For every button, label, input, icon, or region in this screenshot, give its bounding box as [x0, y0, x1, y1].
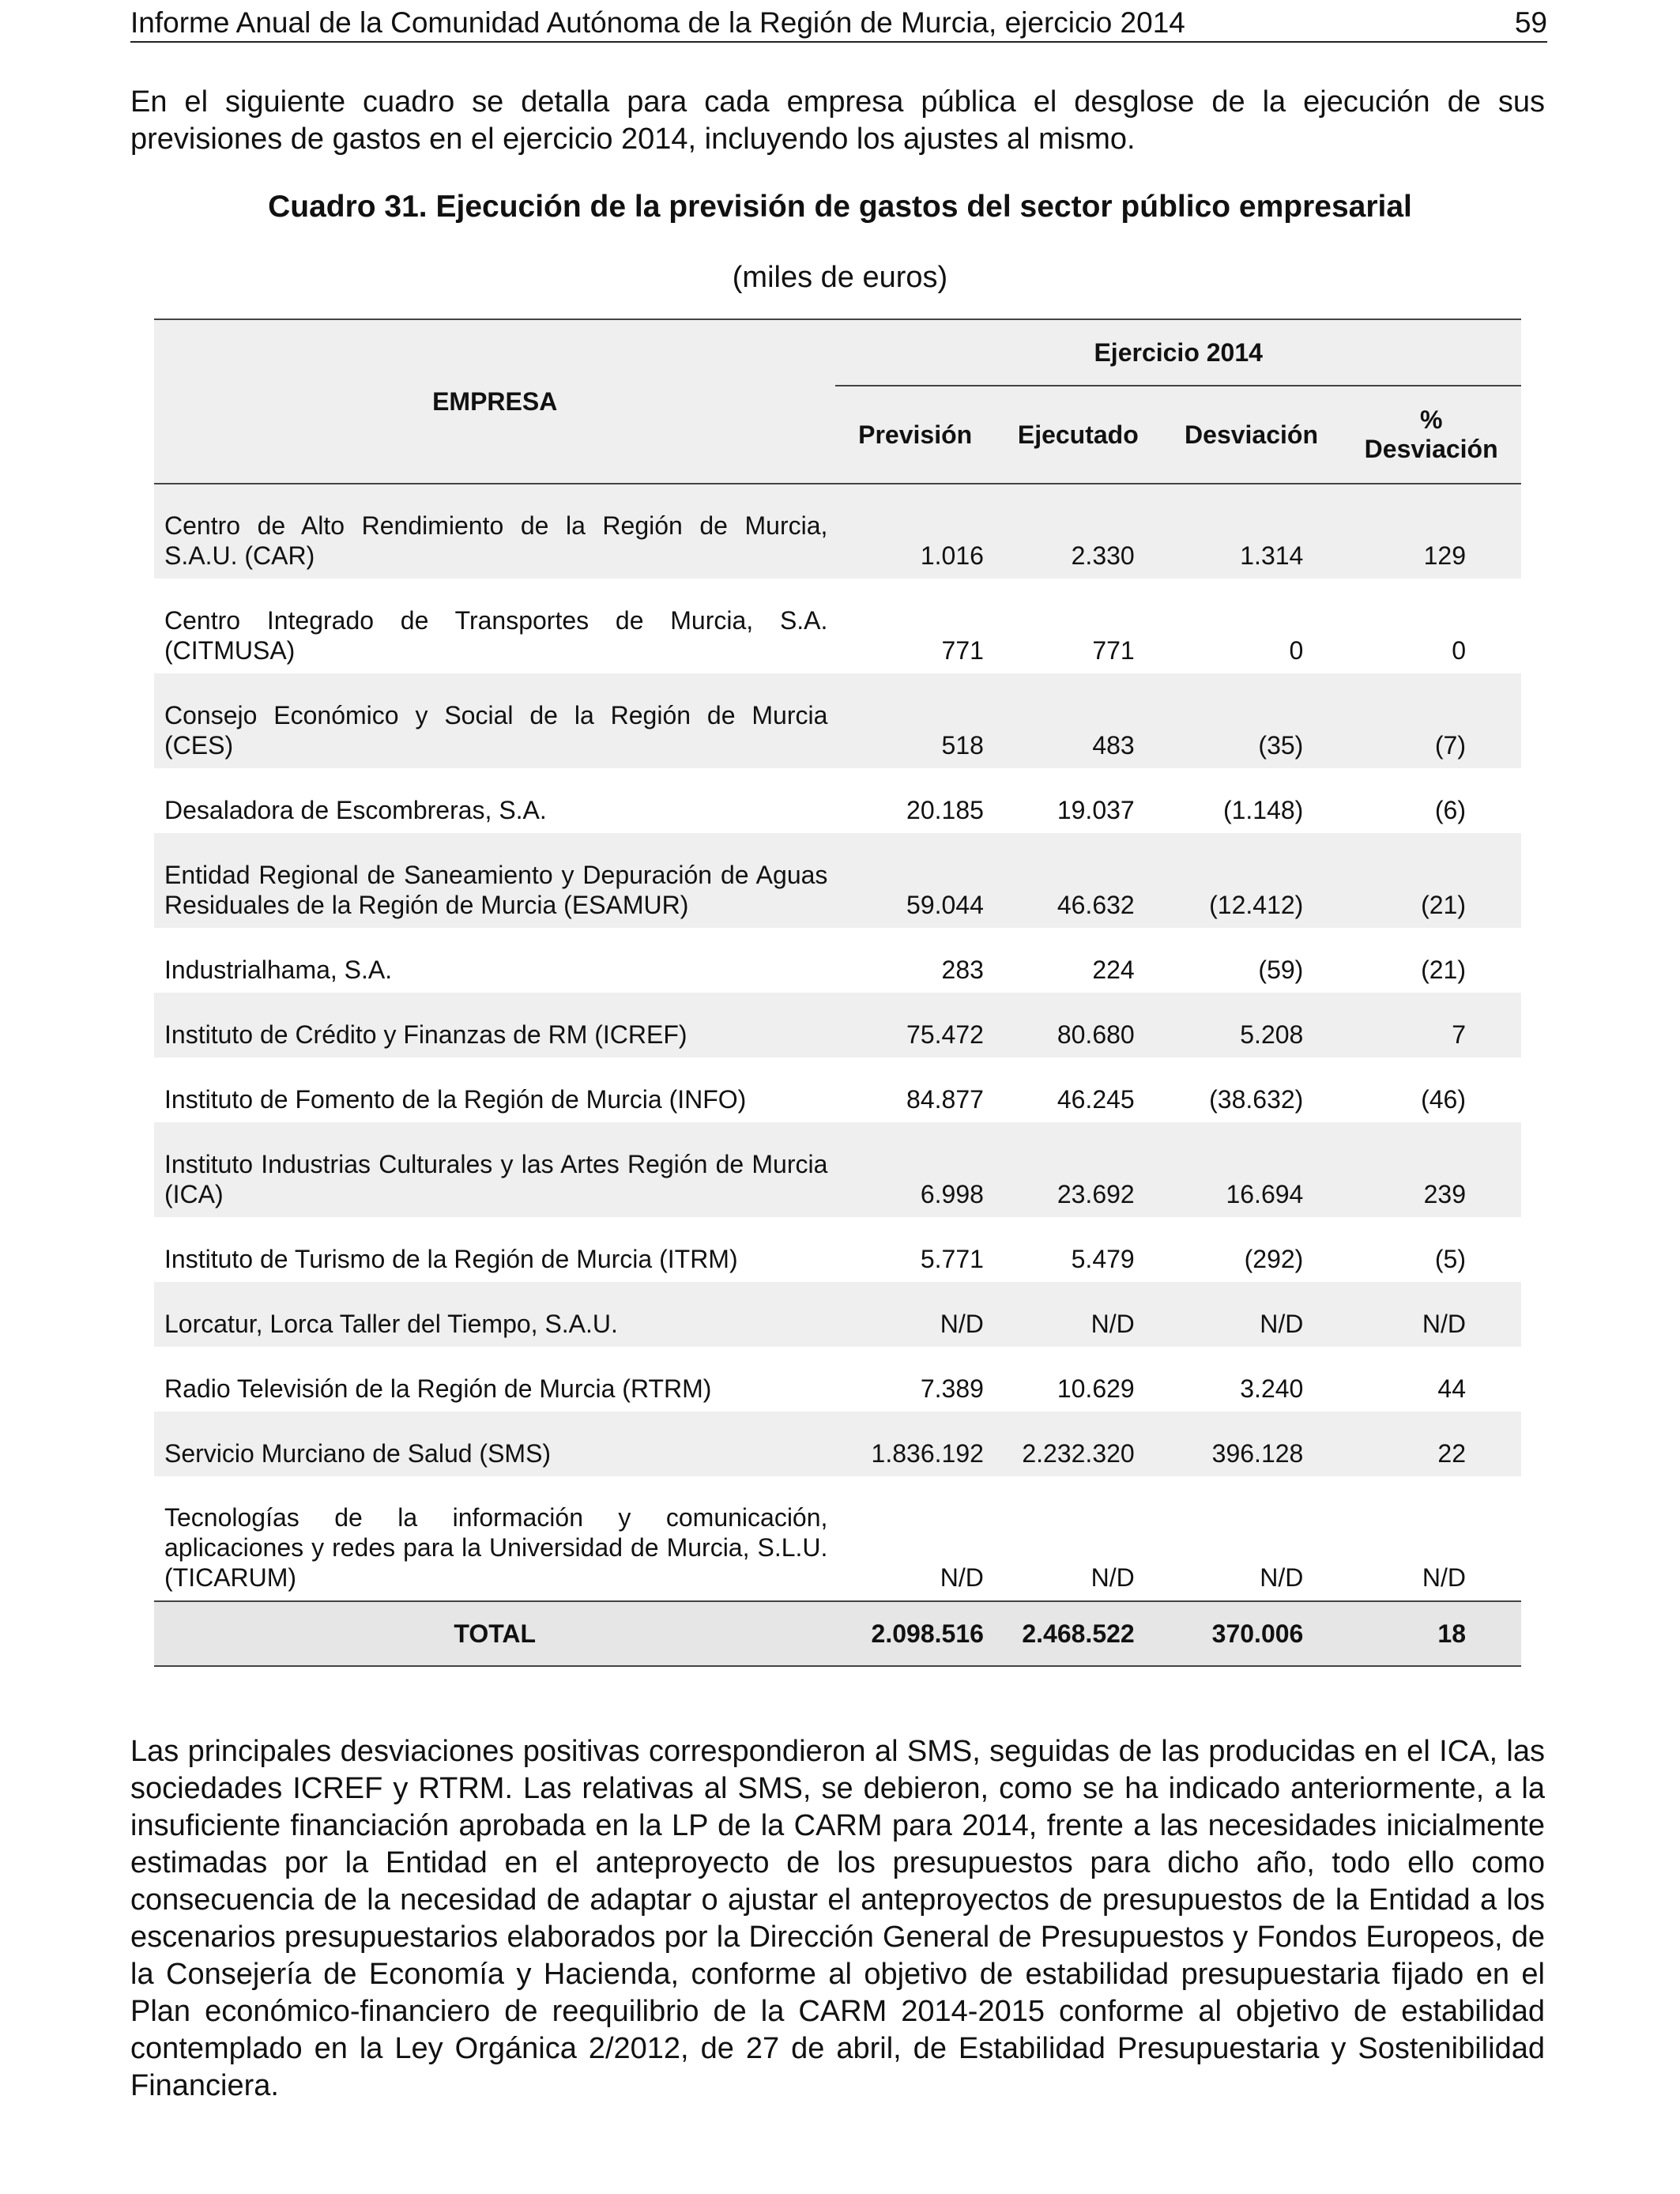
row-ejecutado: N/D [995, 1282, 1162, 1347]
table-row [154, 993, 1521, 1057]
row-desviacion: (292) [1244, 1245, 1304, 1273]
row-pct-desviacion: (46) [1421, 1085, 1466, 1114]
row-pct-desviacion: 22 [1341, 1412, 1521, 1476]
column-header-ejecutado: Ejecutado [995, 386, 1162, 484]
row-prevision: 7.389 [920, 1374, 984, 1403]
row-ejecutado: N/D [1090, 1563, 1135, 1592]
row-ejecutado: 2.232.320 [995, 1412, 1162, 1476]
total-ejecutado: 2.468.522 [995, 1601, 1162, 1666]
row-pct-desviacion: 239 [1341, 1122, 1521, 1217]
row-desviacion: 0 [1289, 636, 1304, 665]
row-pct-desviacion: (5) [1434, 1245, 1466, 1273]
table-title: Cuadro 31. Ejecución de la previsión de gastos del sector público empresarial [268, 190, 1412, 224]
table-body [154, 484, 1521, 1601]
row-prevision: 84.877 [906, 1085, 984, 1114]
row-empresa: Instituto de Fomento de la Región de Murcia (INFO) [164, 1085, 747, 1114]
total-prevision: 2.098.516 [835, 1601, 995, 1666]
row-empresa: Instituto Industrias Culturales y las Artes Región de Murcia (ICA) [154, 1122, 835, 1217]
row-empresa: Desaladora de Escombreras, S.A. [164, 796, 547, 824]
row-ejecutado: 46.245 [1057, 1085, 1135, 1114]
column-group-ejercicio: Ejercicio 2014 [835, 319, 1521, 386]
table-row [154, 484, 1521, 579]
row-prevision: 518 [835, 673, 995, 768]
row-prevision: 5.771 [920, 1245, 984, 1273]
table-row [154, 1217, 1521, 1282]
table-row [154, 1347, 1521, 1412]
table-units: (miles de euros) [732, 261, 948, 294]
row-empresa: Tecnologías de la información y comunicación, aplicaciones y redes para la Universidad de Murcia, S.L.U. (TICARUM) [164, 1503, 828, 1592]
row-empresa: Servicio Murciano de Salud (SMS) [154, 1412, 835, 1476]
row-ejecutado: 2.330 [995, 484, 1162, 579]
row-prevision: 20.185 [906, 796, 984, 824]
row-empresa: Instituto de Crédito y Finanzas de RM (ICREF) [154, 993, 835, 1057]
table-row [154, 1122, 1521, 1217]
row-ejecutado: 46.632 [995, 833, 1162, 928]
row-prevision: 1.016 [835, 484, 995, 579]
row-ejecutado: 5.479 [1071, 1245, 1135, 1273]
table-row [154, 1057, 1521, 1122]
row-pct-desviacion: 129 [1341, 484, 1521, 579]
row-prevision: 1.836.192 [835, 1412, 995, 1476]
page-header [130, 5, 1547, 43]
row-desviacion: N/D [1162, 1282, 1342, 1347]
row-prevision: 771 [941, 636, 984, 665]
column-header-pct-desviacion: % Desviación [1341, 386, 1521, 484]
row-empresa: Radio Televisión de la Región de Murcia (RTRM) [164, 1374, 712, 1403]
page-number: 59 [1514, 6, 1547, 39]
row-prevision: 59.044 [835, 833, 995, 928]
total-pct: 18 [1341, 1601, 1521, 1666]
row-ejecutado: 23.692 [995, 1122, 1162, 1217]
row-empresa: Centro de Alto Rendimiento de la Región de Murcia, S.A.U. (CAR) [154, 484, 835, 579]
total-row [154, 1601, 1521, 1666]
table-row [154, 673, 1521, 768]
row-prevision: 6.998 [835, 1122, 995, 1217]
row-desviacion: (1.148) [1222, 796, 1304, 824]
row-desviacion: 16.694 [1162, 1122, 1342, 1217]
table-row [154, 1412, 1521, 1476]
row-prevision: N/D [835, 1282, 995, 1347]
row-desviacion: (59) [1258, 956, 1304, 984]
row-ejecutado: 224 [1092, 956, 1135, 984]
row-pct-desviacion: (21) [1421, 956, 1466, 984]
table-row [154, 1476, 1521, 1601]
row-empresa: Centro Integrado de Transportes de Murcia, S.A. (CITMUSA) [164, 606, 828, 665]
row-pct-desviacion: 7 [1341, 993, 1521, 1057]
row-pct-desviacion: 44 [1437, 1374, 1466, 1403]
row-desviacion: 3.240 [1240, 1374, 1304, 1403]
expenditure-table [154, 319, 1521, 1667]
row-ejecutado: 19.037 [1057, 796, 1135, 824]
row-empresa: Lorcatur, Lorca Taller del Tiempo, S.A.U. [154, 1282, 835, 1347]
row-prevision: 75.472 [835, 993, 995, 1057]
row-desviacion: (38.632) [1209, 1085, 1304, 1114]
row-ejecutado: 80.680 [995, 993, 1162, 1057]
column-header-empresa: EMPRESA [154, 319, 835, 484]
row-empresa: Consejo Económico y Social de la Región de Murcia (CES) [154, 673, 835, 768]
intro-paragraph: En el siguiente cuadro se detalla para cada empresa pública el desglose de la ejecución de sus previsiones de gastos en el ejercicio 2014, incluyendo los ajustes al mismo. [130, 85, 1545, 156]
row-ejecutado: 771 [1092, 636, 1135, 665]
table-row [154, 928, 1521, 993]
row-desviacion: (35) [1162, 673, 1342, 768]
row-desviacion: (12.412) [1162, 833, 1342, 928]
table-row [154, 579, 1521, 673]
row-pct-desviacion: (21) [1341, 833, 1521, 928]
row-desviacion: 396.128 [1162, 1412, 1342, 1476]
total-desviacion: 370.006 [1162, 1601, 1342, 1666]
row-empresa: Industrialhama, S.A. [164, 956, 393, 984]
row-pct-desviacion: N/D [1341, 1282, 1521, 1347]
table-row [154, 833, 1521, 928]
table-row [154, 1282, 1521, 1347]
row-pct-desviacion: (6) [1434, 796, 1466, 824]
row-prevision: 283 [941, 956, 984, 984]
row-prevision: N/D [940, 1563, 984, 1592]
total-label: TOTAL [154, 1601, 835, 1666]
row-desviacion: N/D [1260, 1563, 1304, 1592]
row-pct-desviacion: (7) [1341, 673, 1521, 768]
column-header-desviacion: Desviación [1162, 386, 1342, 484]
row-pct-desviacion: 0 [1452, 636, 1466, 665]
row-ejecutado: 10.629 [1057, 1374, 1135, 1403]
row-empresa: Entidad Regional de Saneamiento y Depuración de Aguas Residuales de la Región de Murcia (ESAMUR) [154, 833, 835, 928]
row-empresa: Instituto de Turismo de la Región de Murcia (ITRM) [164, 1245, 738, 1273]
report-title: Informe Anual de la Comunidad Autónoma de la Región de Murcia, ejercicio 2014 [130, 6, 1185, 39]
row-pct-desviacion: N/D [1422, 1563, 1466, 1592]
row-ejecutado: 483 [995, 673, 1162, 768]
column-header-prevision: Previsión [835, 386, 995, 484]
row-desviacion: 5.208 [1162, 993, 1342, 1057]
row-desviacion: 1.314 [1162, 484, 1342, 579]
table-row [154, 768, 1521, 833]
closing-paragraph: Las principales desviaciones positivas correspondieron al SMS, seguidas de las producidas en el ICA, las sociedades ICREF y RTRM. Las relativas al SMS, se debieron, como se ha indicado anteriormente, a la insuficiente financiación aprobada en la LP de la CARM para 2014, frente a las necesidades inicialmente estimadas por la Entidad en el anteproyecto de los presupuestos para dicho año, todo ello como consecuencia de la necesidad de adaptar o ajustar el anteproyectos de presupuestos de la Entidad a los escenarios presupuestarios elaborados por la Dirección General de Presupuestos y Fondos Europeos, de la Consejería de Economía y Hacienda, conforme al objetivo de estabilidad presupuestaria fijado en el Plan económico-financiero de reequilibrio de la CARM 2014-2015 conforme al objetivo de estabilidad contemplado en la Ley Orgánica 2/2012, de 27 de abril, de Estabilidad Presupuestaria y Sostenibilidad Financiera. [130, 1735, 1545, 2102]
